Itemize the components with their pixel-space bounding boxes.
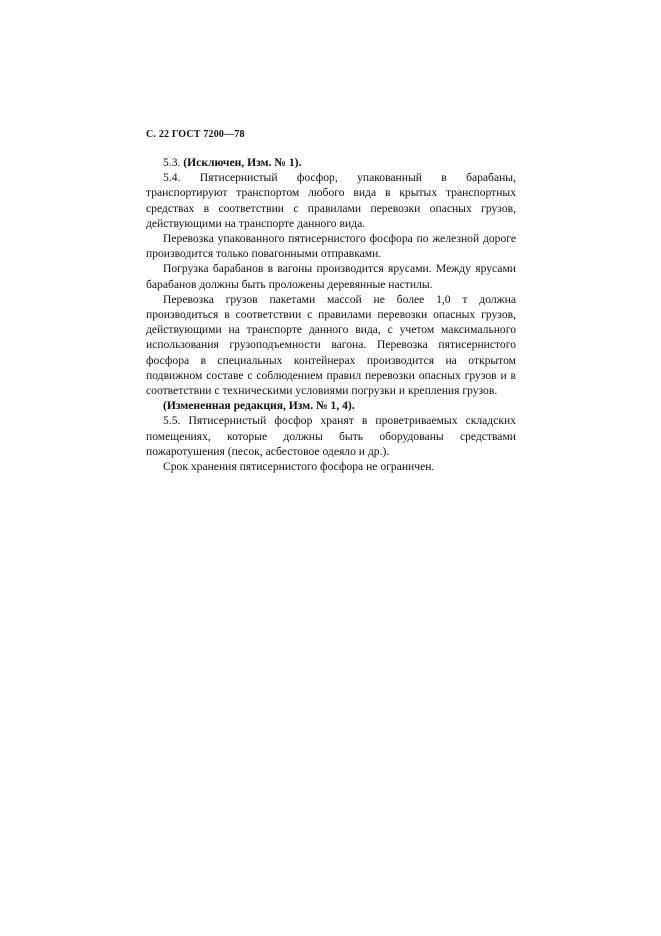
paragraph-number: 5.3. bbox=[163, 156, 184, 169]
paragraph-packages: Перевозка грузов пакетами массой не более 1,0 т должна производиться в соответствии с правилами перевозки опасных грузов, действующими на транспорте данного вида, с учетом максимального использования грузоподъемности вагона. Перевозка пятисернистого фосфора в специальных контейнерах производится на открытом подвижном составе с соблюдением правил перевозки опасных грузов и в соответствии с техническими условиями погрузки и крепления грузов. bbox=[146, 292, 516, 398]
document-body bbox=[146, 155, 516, 474]
paragraph-5-4: 5.4. Пятисернистый фосфор, упакованный в барабаны, транспортируют транспортом любого вида в крытых транспортных средствах в соответствии с правилами перевозки опасных грузов, действующими на транспорте данного вида. bbox=[146, 171, 516, 230]
amended-note: (Измененная редакция, Изм. № 1, 4). bbox=[163, 399, 355, 413]
paragraph-storage-term: Срок хранения пятисернистого фосфора не ограничен. bbox=[163, 460, 435, 474]
paragraph-loading: Погрузка барабанов в вагоны производится ярусами. Между ярусами барабанов должны быть проложены деревянные настилы. bbox=[146, 262, 516, 291]
paragraph-5-3 bbox=[146, 155, 516, 170]
paragraph-5-5: 5.5. Пятисернистый фосфор хранят в проветриваемых складских помещениях, которые должны быть оборудованы средствами пожаротушения (песок, асбестовое одеяло и др.). bbox=[146, 414, 516, 458]
page-header: С. 22 ГОСТ 7200—78 bbox=[146, 129, 245, 140]
paragraph-rail-transport: Перевозка упакованного пятисернистого фосфора по железной дороге производится только повагонными отправками. bbox=[146, 232, 516, 261]
excluded-note: (Исключен, Изм. № 1). bbox=[183, 156, 302, 169]
